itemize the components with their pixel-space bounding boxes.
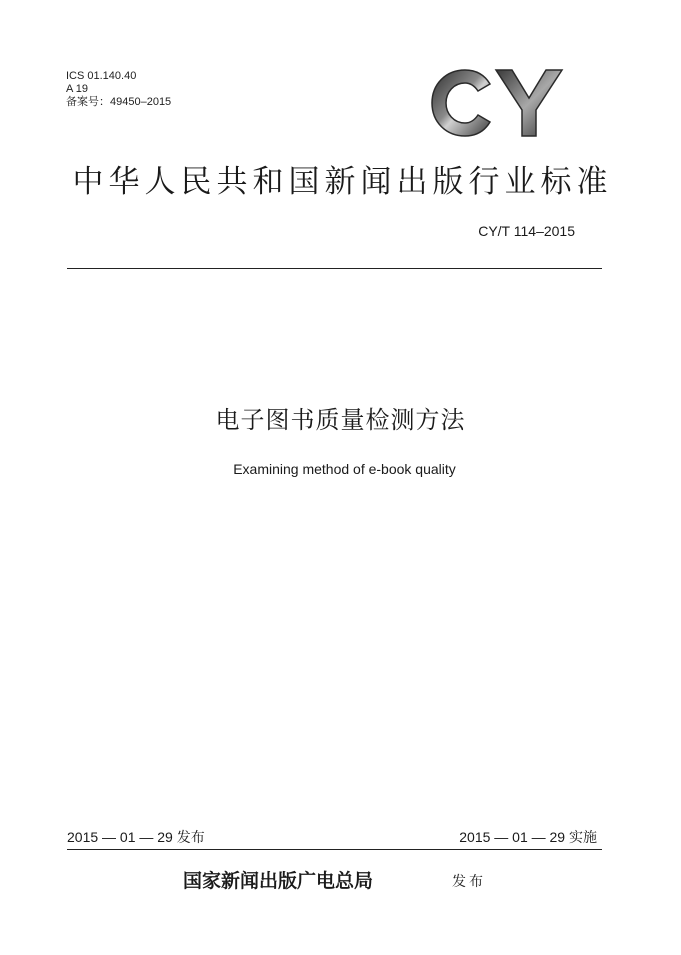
document-title-chinese: 电子图书质量检测方法 — [215, 406, 466, 434]
cy-logo — [428, 66, 568, 140]
standard-code: CY/T 114–2015 — [478, 223, 575, 239]
ics-code: ICS 01.140.40 — [66, 70, 137, 82]
standard-category-title: 中华人民共和国新闻出版行业标准 — [72, 164, 613, 200]
publish-label: 发布 — [452, 873, 486, 889]
document-metadata — [66, 70, 171, 109]
bottom-divider — [67, 849, 602, 850]
implementation-date: 2015 — 01 — 29 实施 — [459, 829, 597, 845]
top-divider — [67, 268, 602, 269]
filing-number: 备案号：49450–2015 — [66, 96, 172, 108]
document-title-english: Examining method of e-book quality — [233, 461, 456, 477]
publisher-name: 国家新闻出版广电总局 — [183, 870, 374, 892]
classification-code: A 19 — [66, 83, 89, 95]
issue-date: 2015 — 01 — 29 发布 — [67, 829, 205, 845]
